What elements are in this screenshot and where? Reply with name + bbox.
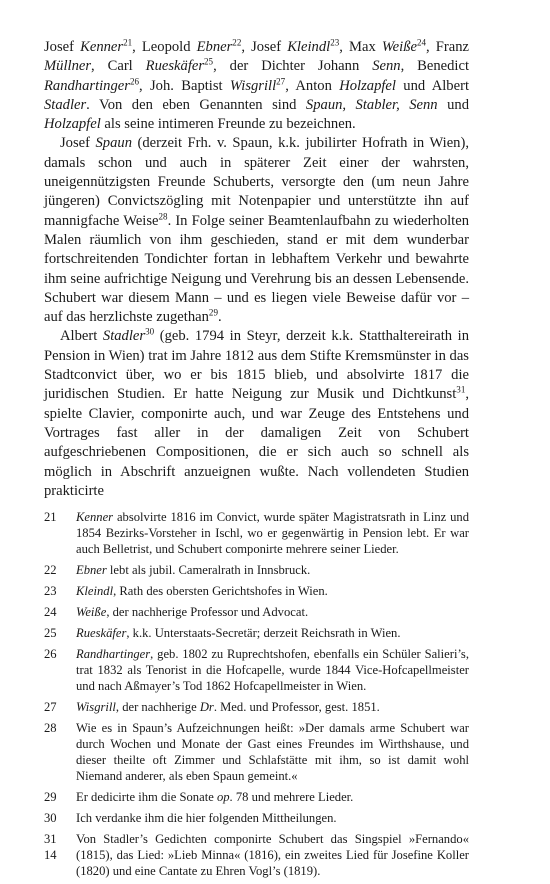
footnote-number: 25: [44, 626, 57, 641]
page-number: 14: [44, 848, 57, 862]
footnote-number: 22: [44, 563, 57, 578]
footnote-number: 24: [44, 605, 57, 620]
footnote: [44, 720, 469, 784]
footnote-number: 29: [44, 790, 57, 805]
book-page: [44, 38, 469, 884]
footnote-text: Von Stadler’s Gedichten componirte Schubert das Singspiel »Fernando« (1815), das Lied: »Lieb Minna« (1816), ein zweites Lied für Josefine Koller (1820) und eine Cantate zu Ehren Vogl’s (1819).: [76, 832, 469, 879]
footnote-number: 23: [44, 584, 57, 599]
footnote-text: Kleindl, Rath des obersten Gerichtshofes in Wien.: [76, 584, 328, 599]
footnote-number: 27: [44, 700, 57, 715]
footnote: [44, 562, 469, 578]
footnote: [44, 646, 469, 694]
footnote: [44, 810, 469, 826]
paragraph-spaun: Josef Spaun (derzeit Frh. v. Spaun, k.k. jubilirter Hofrath in Wien), damals schon und auch in späterer Zeit einer der wahrsten, uneigennützigsten Freunde Schuberts, versorgte den (um neun Jahre jüngeren) Convictszögling mit Notenpapier und unterstützte ihn auf mannigfache Weise$^{28}$. In Folge seiner Beamtenlaufbahn zu wiederholten Malen räumlich von ihm geschieden, stand er mit dem wunderbar fortschreitenden Tondichter fortan in lebhaftem Verkehr und bewahrte ihm seine aufrichtige Neigung und Verehrung bis an dessen Lebensende. Schubert war diesem Mann – und es liegen viele Beweise dafür vor – auf das herzlichste zugethan$^{29}$.: [44, 135, 470, 326]
footnote-number: 28: [44, 721, 57, 736]
footnote: [44, 831, 469, 879]
footnote-text: Ich verdanke ihm die hier folgenden Mittheilungen.: [76, 811, 337, 826]
footnote-number: 26: [44, 647, 57, 662]
footnote: [44, 509, 469, 557]
footnotes: [44, 509, 469, 879]
footnote-number: 31: [44, 832, 57, 847]
footnote-text: Er dedicirte ihm die Sonate op. 78 und mehrere Lieder.: [76, 790, 354, 805]
footnote-text: Rueskäfer, k.k. Unterstaats-Secretär; derzeit Reichsrath in Wien.: [76, 626, 401, 641]
footnote-text: Kenner absolvirte 1816 im Convict, wurde später Magistratsrath in Linz und 1854 Bezirks-Vorsteher in Ischl, wo er gegenwärtig in Pension lebt. Er war auch Belletrist, und Schubert componirte mehrere seiner Lieder.: [76, 510, 469, 557]
footnote-number: 30: [44, 811, 57, 826]
footnote: [44, 583, 469, 599]
footnote-number: 21: [44, 510, 57, 525]
footnote: [44, 699, 469, 715]
paragraph-friends-list: Josef Kenner$^{21}$, Leopold Ebner$^{22}$, Josef Kleindl$^{23}$, Max Weiße$^{24}$, Franz Müllner, Carl Rueskäfer$^{25}$, der Dichter Johann Senn, Benedict Randhartinger$^{26}$, Joh. Baptist Wisgrill$^{27}$, Anton Holzapfel und Albert Stadler. Von den eben Genannten sind Spaun, Stabler, Senn und Holzapfel als seine intimeren Freunde zu bezeichnen.: [44, 37, 470, 133]
footnote-text: Wie es in Spaun’s Aufzeichnungen heißt: »Der damals arme Schubert war durch Wochen und Monate der Gast eines Freundes im Wirthshause, und dieser theilte oft Zimmer und Schlafstätte mit ihm, so ist damit wohl Niemand anderer, als eben Spaun gemeint.«: [76, 721, 469, 784]
main-text: [44, 38, 469, 501]
footnote-text: Randhartinger, geb. 1802 zu Ruprechtshofen, ebenfalls ein Schüler Salieri’s, trat 1832 als Tenorist in die Hofcapelle, wurde 1844 Vice-Hofcapellmeister und nach Aßmayer’s Tod 1862 Hofcapellmeister in Wien.: [76, 647, 469, 694]
footnote-text: Weiße, der nachherige Professor und Advocat.: [76, 605, 309, 620]
footnote-text: Wisgrill, der nachherige Dr. Med. und Professor, gest. 1851.: [76, 700, 380, 715]
paragraph-stadler: Albert Stadler$^{30}$ (geb. 1794 in Steyr, derzeit k.k. Statthaltereirath in Pension in Wien) trat im Jahre 1812 aus dem Stifte Kremsmünster in das Stadtconvict über, wo er bis 1815 blieb, und absolvirte 1817 die juridischen Studien. Er hatte Neigung zur Musik und Dichtkunst$^{31}$, spielte Clavier, componirte auch, und war Zeuge des Entstehens und Vortrages fast aller in der damaligen Zeit von Schubert aufgeschriebenen Compositionen, die er sich auch so schnell als möglich in Abschrift anzueignen wußte. Nach vollendeten Studien prakticirte: [44, 326, 469, 499]
footnote: [44, 604, 469, 620]
footnote-text: Ebner lebt als jubil. Cameralrath in Innsbruck.: [76, 563, 311, 578]
footnote: [44, 789, 469, 805]
footnote: [44, 625, 469, 641]
